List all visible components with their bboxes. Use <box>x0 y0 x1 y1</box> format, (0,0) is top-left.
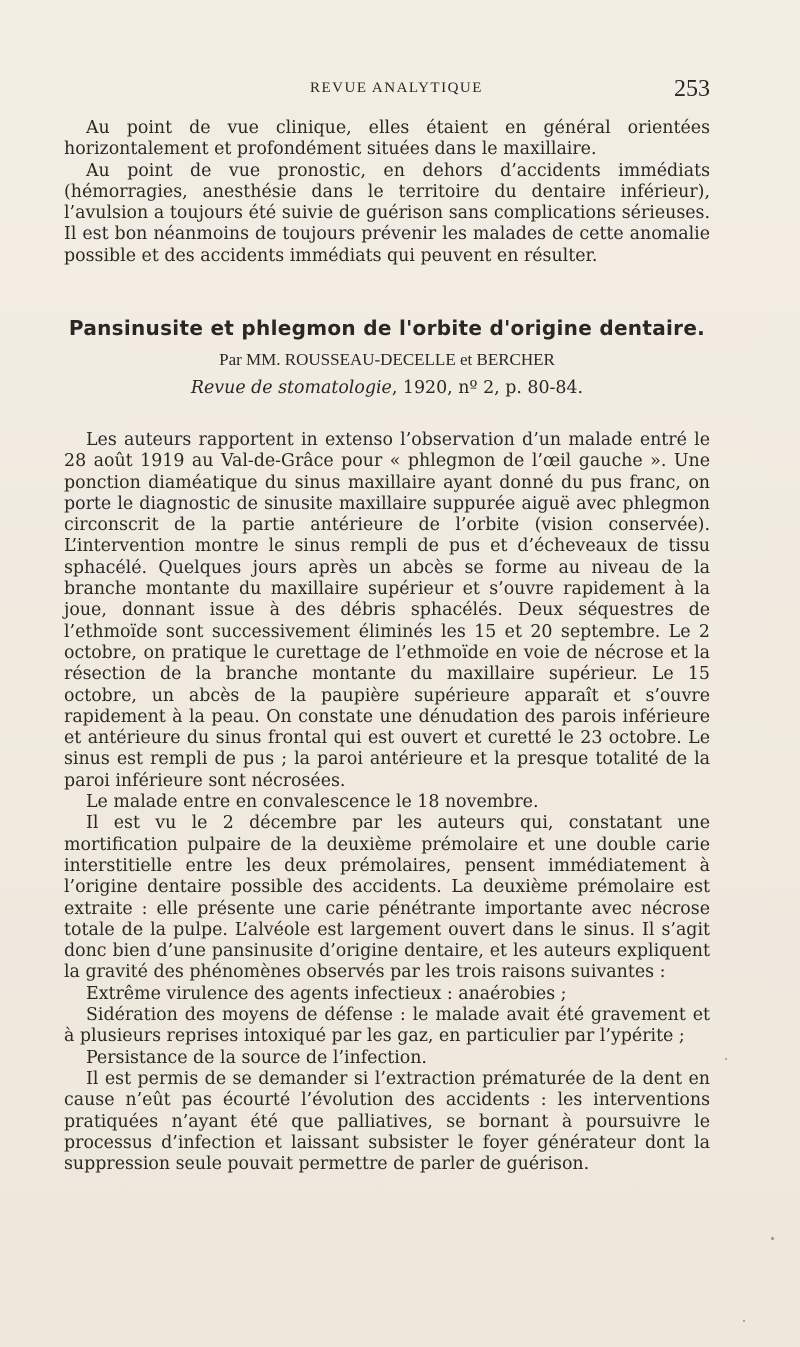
article-title: Pansinusite et phlegmon de l'orbite d'origine dentaire. <box>68 316 706 340</box>
article-body <box>64 430 710 1175</box>
paragraph: Au point de vue pronostic, en dehors d’accidents immédiats (hémorragies, anesthésie dans le territoire du dentaire inférieur), l’avulsion a toujours été suivie de guérison sans complications sérieuses. Il est bon néanmoins de toujours prévenir les malades de cette anomalie possible et des accidents immédiats qui peuvent en résulter. <box>64 160 710 266</box>
paragraph: Il est vu le 2 décembre par les auteurs qui, constatant une mortification pulpaire de la deuxième prémolaire et une double carie interstitielle entre les deux prémolaires, pensent immédiatement à l’origine dentaire possible des accidents. La deuxième prémolaire est extraite : elle présente une carie pénétrante importante avec nécrose totale de la pulpe. L’alvéole est largement ouvert dans le sinus. Il s’agit donc bien d’une pansinusite d’origine dentaire, et les auteurs expliquent la gravité des phénomènes observés par les trois raisons suivantes : <box>64 813 710 983</box>
article-citation <box>64 378 710 398</box>
paper-speck <box>725 1058 727 1060</box>
paragraph: Sidération des moyens de défense : le malade avait été gravement et à plusieurs reprises intoxiqué par les gaz, en particulier par l’ypérite ; <box>64 1005 710 1047</box>
page-number: 253 <box>674 76 710 102</box>
paragraph: Persistance de la source de l’infection. <box>86 1047 427 1068</box>
paper-speck <box>743 1320 745 1322</box>
article-authors: Par MM. ROUSSEAU-DECELLE et BERCHER <box>219 350 555 369</box>
paper-speck <box>771 1237 774 1240</box>
citation-details: , 1920, nº 2, p. 80-84. <box>391 378 584 398</box>
paragraph: Le malade entre en convalescence le 18 novembre. <box>86 792 539 813</box>
previous-article-text <box>64 118 710 267</box>
paragraph: Au point de vue clinique, elles étaient en général orientées horizontalement et profondément situées dans le maxillaire. <box>64 118 710 160</box>
page-header <box>64 76 710 106</box>
paragraph: Extrême virulence des agents infectieux : anaérobies ; <box>86 983 567 1004</box>
paragraph: Il est permis de se demander si l’extraction prématurée de la dent en cause n’eût pas écourté l’évolution des accidents : les interventions pratiquées n’ayant été que palliatives, se bornant à poursuivre le processus d’infection et laissant subsister le foyer générateur dont la suppression seule pouvait permettre de parler de guérison. <box>64 1068 710 1175</box>
running-title: REVUE ANALYTIQUE <box>310 80 483 96</box>
journal-name: Revue de stomatologie <box>190 378 392 398</box>
paragraph: Les auteurs rapportent in extenso l’observation d’un malade entré le 28 août 1919 au Val-de-Grâce pour « phlegmon de l’œil gauche ». Une ponction diaméatique du sinus maxillaire ayant donné du pus franc, on porte le diagnostic de sinusite maxillaire suppurée aiguë avec phlegmon circonscrit de la partie antérieure de l’orbite (vision conservée). L’intervention montre le sinus rempli de pus et d’écheveaux de tissu sphacélé. Quelques jours après un abcès se forme au niveau de la branche montante du maxillaire supérieur et s’ouvre rapidement à la joue, donnant issue à des débris sphacélés. Deux séquestres de l’ethmoïde sont successivement éliminés les 15 et 20 septembre. Le 2 octobre, on pratique le curettage de l’ethmoïde en voie de nécrose et la résection de la branche montante du maxillaire supérieur. Le 15 octobre, un abcès de la paupière supérieure apparaît et s’ouvre rapidement à la peau. On constate une dénudation des parois inférieure et antérieure du sinus frontal qui est ouvert et curetté le 23 octobre. Le sinus est rempli de pus ; la paroi antérieure et la presque totalité de la paroi inférieure sont nécrosées. <box>64 430 710 791</box>
